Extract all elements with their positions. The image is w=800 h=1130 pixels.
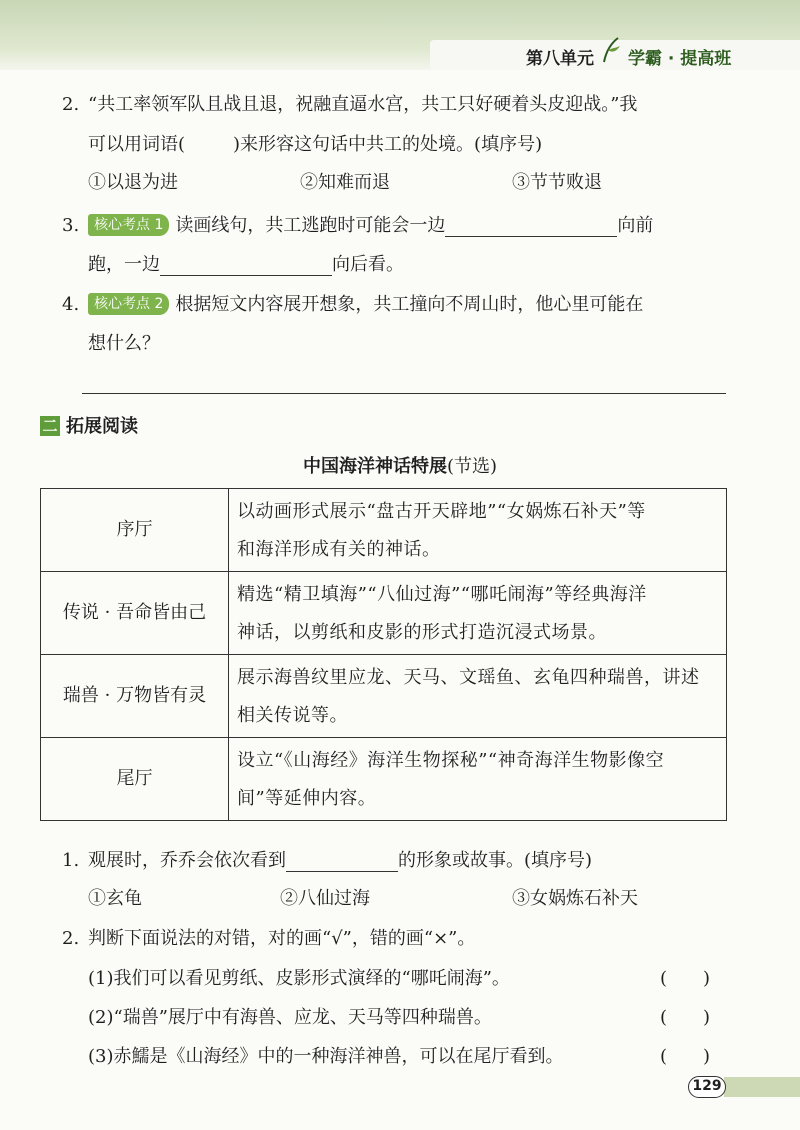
q4-text-2: 想什么？ <box>88 333 160 354</box>
section-title: 拓展阅读 <box>66 416 138 437</box>
ex2-answer-paren-1[interactable]: ( ) <box>660 968 711 989</box>
q2-option-1: ①以退为进 <box>88 172 178 193</box>
q4-answer-line[interactable] <box>82 393 726 394</box>
q4-text-1: 根据短文内容展开想象，共工撞向不周山时，他心里可能在 <box>175 294 644 315</box>
q2-text-1: “共工率领军队且战且退，祝融直逼水宫，共工只好硬着头皮迎战。”我 <box>88 94 638 115</box>
desc-line: 精选“精卫填海”“八仙过海”“哪吒闹海”等经典海洋 <box>237 584 647 605</box>
q3-blank-2[interactable] <box>160 250 332 276</box>
hall-description <box>229 572 727 655</box>
q4-line1 <box>62 286 643 324</box>
ex2-prompt-line <box>62 920 475 958</box>
desc-line: 相关传说等。 <box>237 705 348 726</box>
q2-text-2-post: )来形容这句话中共工的处境。(填序号) <box>233 134 543 155</box>
ex2-answer-paren-2[interactable]: ( ) <box>660 1007 711 1028</box>
table-row <box>41 489 727 572</box>
table-row <box>41 572 727 655</box>
hall-description <box>229 655 727 738</box>
ex2-number: 2. <box>62 928 80 949</box>
ex2-answer-paren-3[interactable]: ( ) <box>660 1046 711 1067</box>
q3-text-2-post: 向后看。 <box>332 254 404 275</box>
q2-line2 <box>88 126 542 164</box>
desc-line: 和海洋形成有关的神话。 <box>237 539 441 560</box>
ex2-item-1: (1)我们可以看见剪纸、皮影形式演绎的“哪吒闹海”。 <box>88 968 510 989</box>
q3-line2 <box>88 246 404 284</box>
desc-line: 以动画形式展示“盘古开天辟地”“女娲炼石补天”等 <box>237 501 646 522</box>
key-point-badge-1: 核心考点 1 <box>88 214 169 236</box>
desc-line: 展示海兽纹里应龙、天马、文瑶鱼、玄龟四种瑞兽，讲述 <box>237 667 700 688</box>
q4-number: 4. <box>62 294 80 315</box>
q3-blank-1[interactable] <box>445 211 617 237</box>
hall-name: 瑞兽 · 万物皆有灵 <box>41 655 229 738</box>
ex1-option-2: ②八仙过海 <box>280 888 370 909</box>
table-title <box>0 452 800 478</box>
ex1-option-3: ③女娲炼石补天 <box>512 888 638 909</box>
hall-name: 传说 · 吾命皆由己 <box>41 572 229 655</box>
q2-number: 2. <box>62 94 80 115</box>
ex1-blank[interactable] <box>286 846 398 872</box>
hall-name: 尾厅 <box>41 738 229 821</box>
ex1-option-1: ①玄龟 <box>88 888 142 909</box>
table-title-note: (节选) <box>446 456 498 477</box>
unit-label: 第八单元 <box>526 49 594 69</box>
q3-text-1-post: 向前 <box>617 215 654 236</box>
page-number-bar <box>724 1077 800 1097</box>
q2-option-2: ②知难而退 <box>300 172 390 193</box>
section-number-icon: 二 <box>40 416 60 436</box>
series-label: 学霸 · 提高班 <box>628 49 732 69</box>
ex1-text-post: 的形象或故事。(填序号) <box>398 850 593 871</box>
q3-number: 3. <box>62 215 80 236</box>
table-row <box>41 655 727 738</box>
q3-text-2-pre: 跑，一边 <box>88 254 160 275</box>
q2-line1 <box>62 86 637 124</box>
desc-line: 间”等延伸内容。 <box>237 788 377 809</box>
table-title-main: 中国海洋神话特展 <box>302 456 447 477</box>
desc-line: 神话，以剪纸和皮影的形式打造沉浸式场景。 <box>237 622 607 643</box>
hall-description <box>229 489 727 572</box>
q2-option-3: ③节节败退 <box>512 172 602 193</box>
exhibition-table <box>40 488 727 821</box>
table-row <box>41 738 727 821</box>
ex1-number: 1. <box>62 850 80 871</box>
hall-name: 序厅 <box>41 489 229 572</box>
q3-line1 <box>62 207 653 245</box>
hall-description <box>229 738 727 821</box>
key-point-badge-2: 核心考点 2 <box>88 293 169 315</box>
leaf-icon <box>600 36 622 64</box>
ex1-text-pre: 观展时，乔乔会依次看到 <box>88 850 286 871</box>
ex2-item-2: (2)“瑞兽”展厅中有海兽、应龙、天马等四种瑞兽。 <box>88 1007 492 1028</box>
q2-text-2-pre: 可以用词语( <box>88 134 186 155</box>
q3-text-1-pre: 读画线句，共工逃跑时可能会一边 <box>175 215 446 236</box>
ex1-line <box>62 842 592 880</box>
page-number: 129 <box>688 1076 726 1098</box>
ex2-prompt: 判断下面说法的对错，对的画“√”，错的画“×”。 <box>88 928 476 949</box>
ex2-item-3: (3)赤鱬是《山海经》中的一种海洋神兽，可以在尾厅看到。 <box>88 1046 564 1067</box>
desc-line: 设立“《山海经》海洋生物探秘”“神奇海洋生物影像空 <box>237 750 665 771</box>
